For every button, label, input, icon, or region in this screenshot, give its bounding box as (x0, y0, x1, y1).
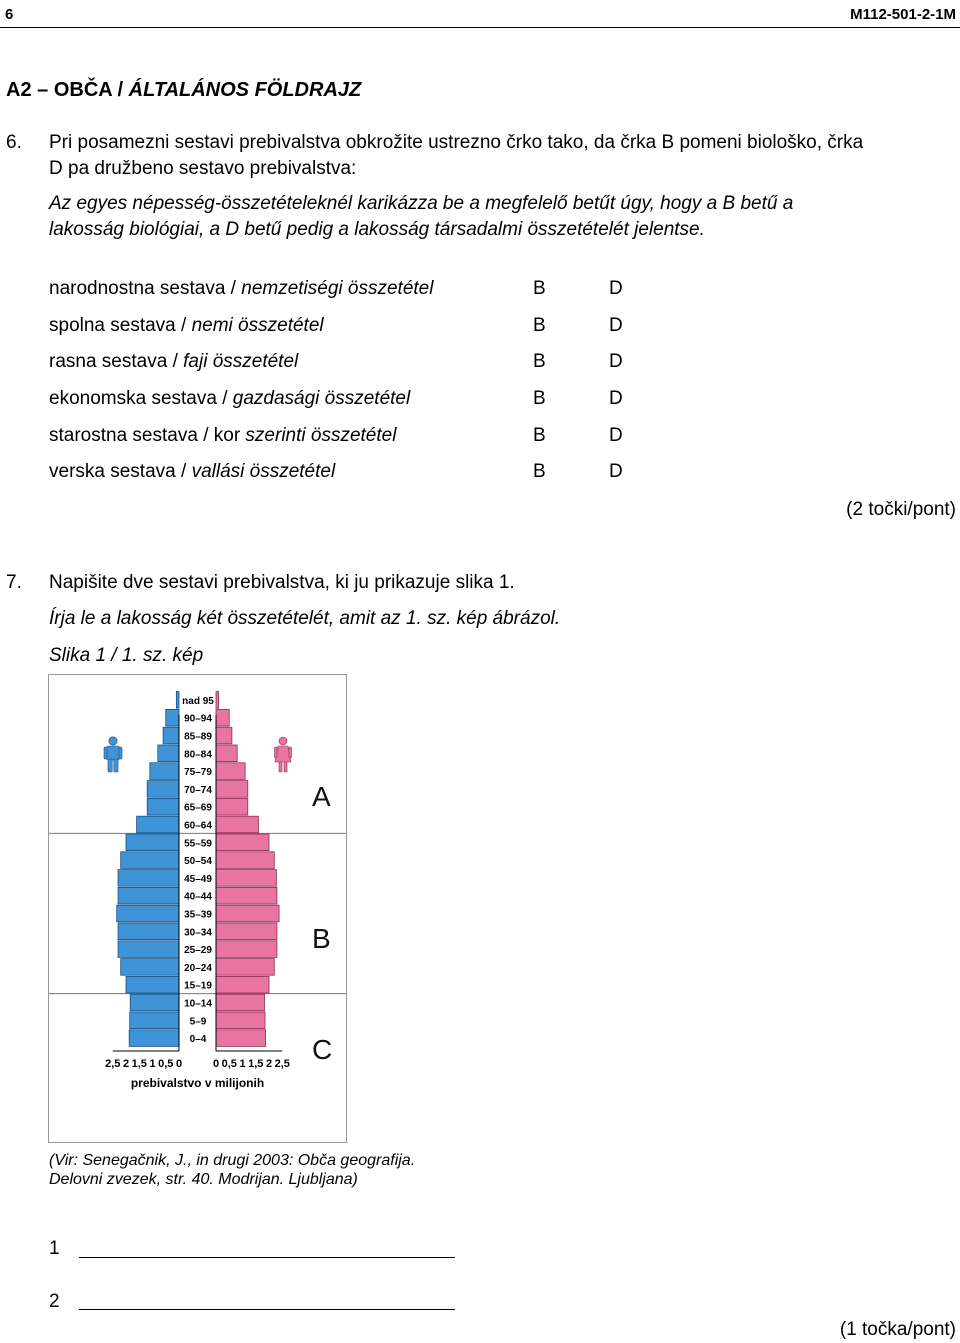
female-bar (216, 959, 274, 976)
q6-text-hu-1: Az egyes népesség-összetételeknél karikázza be a megfelelő betűt úgy, hogy a B betű a (49, 193, 794, 214)
q6-option-row (49, 425, 649, 451)
q6-text-sl-2: D pa družbeno sestavo prebivalstva: (49, 158, 357, 179)
section-title: A2 – OBČA / ÁLTALÁNOS FÖLDRAJZ (6, 79, 362, 101)
male-bar (147, 798, 179, 815)
age-group-label: 85–89 (184, 731, 212, 743)
male-bar (117, 905, 179, 922)
age-group-label: 65–69 (184, 802, 212, 814)
q6-option-row (49, 278, 649, 304)
x-tick-label-right: 1 (239, 1058, 246, 1070)
choice-b[interactable]: B (533, 461, 546, 482)
q7-points: (1 točka/pont) (839, 1319, 956, 1340)
age-group-label: 75–79 (184, 767, 212, 779)
choice-b[interactable]: B (533, 388, 546, 409)
q7-number: 7. (6, 572, 22, 593)
female-bar (216, 781, 248, 798)
x-tick-label-left: 1,5 (131, 1058, 147, 1070)
q6-option-label: ekonomska sestava / gazdasági összetétel (49, 388, 411, 409)
male-bar (130, 994, 179, 1011)
source-line-1: (Vir: Senegačnik, J., in drugi 2003: Obča geografija. (49, 1152, 416, 1169)
male-bar (150, 763, 179, 780)
q6-text-sl-1: Pri posamezni sestavi prebivalstva obkrožite ustrezno črko tako, da črka B pomeni biološko, črka (49, 132, 864, 153)
x-tick-label-right: 0,5 (221, 1058, 237, 1070)
q6-option-row (49, 388, 649, 414)
choice-d[interactable]: D (609, 425, 623, 446)
male-bar (166, 709, 179, 726)
q6-number: 6. (6, 132, 22, 153)
male-bar (118, 941, 179, 958)
x-tick-label-right: 0 (212, 1058, 220, 1070)
x-axis-title: prebivalstvo v milijonih (130, 1076, 265, 1090)
male-bar (137, 816, 179, 833)
page-number: 6 (5, 6, 14, 23)
age-group-label: 55–59 (184, 838, 212, 850)
document-code: M112-501-2-1M (850, 6, 956, 23)
x-tick-label-right: 2,5 (274, 1058, 290, 1070)
male-bar (163, 727, 179, 744)
female-bar (216, 745, 237, 762)
zone-label-b: B (312, 923, 331, 954)
x-tick-label-left: 2 (122, 1058, 130, 1070)
age-group-label: 40–44 (184, 891, 212, 903)
x-tick-label-left: 0 (175, 1058, 183, 1070)
age-group-label: 45–49 (184, 873, 212, 885)
figure-frame (48, 674, 347, 1143)
q6-option-label: starostna sestava / kor szerinti összetétel (49, 425, 397, 446)
female-bar (216, 763, 245, 780)
female-bar (216, 976, 269, 993)
male-bar (126, 834, 179, 851)
x-tick-label-left: 1 (149, 1058, 156, 1070)
q6-option-row (49, 461, 649, 487)
female-bar (216, 870, 276, 887)
female-bar (216, 994, 264, 1011)
female-bar (216, 834, 269, 851)
x-tick-label-left: 0,5 (158, 1058, 174, 1070)
female-bar (216, 798, 248, 815)
choice-d[interactable]: D (609, 388, 623, 409)
age-group-label: 80–84 (184, 749, 212, 761)
age-group-label: 30–34 (184, 927, 212, 939)
age-group-label: nad 95 (182, 695, 214, 707)
male-bar (118, 887, 179, 904)
q6-option-label: narodnostna sestava / nemzetiségi összetétel (49, 278, 434, 299)
choice-b[interactable]: B (533, 278, 546, 299)
age-group-label: 20–24 (184, 962, 212, 974)
age-group-label: 25–29 (184, 945, 212, 957)
male-bar (121, 852, 179, 869)
q6-option-label: rasna sestava / faji összetétel (49, 351, 299, 372)
choice-b[interactable]: B (533, 315, 546, 336)
female-figure-icon (275, 737, 292, 772)
choice-d[interactable]: D (609, 315, 623, 336)
age-group-label: 0–4 (189, 1034, 207, 1046)
female-bar (216, 1012, 265, 1029)
choice-d[interactable]: D (609, 351, 623, 372)
q7-text-sl: Napišite dve sestavi prebivalstva, ki ju prikazuje slika 1. (49, 572, 515, 593)
choice-d[interactable]: D (609, 278, 623, 299)
age-group-label: 70–74 (184, 784, 212, 796)
age-group-label: 5–9 (189, 1016, 207, 1028)
female-bar (216, 709, 229, 726)
choice-b[interactable]: B (533, 351, 546, 372)
female-bar (216, 905, 279, 922)
female-bar (216, 816, 258, 833)
q7-text-hu: Írja le a lakosság két összetételét, amit az 1. sz. kép ábrázol. (49, 608, 561, 629)
female-bar (216, 692, 219, 709)
age-group-label: 35–39 (184, 909, 212, 921)
header-rule (0, 27, 960, 28)
female-bar (216, 727, 232, 744)
x-tick-label-right: 1,5 (248, 1058, 264, 1070)
figure-caption: Slika 1 / 1. sz. kép (49, 645, 204, 666)
male-bar (147, 781, 179, 798)
q6-text-hu-2: lakosság biológiai, a D betű pedig a lakosság társadalmi összetételét jelentse. (49, 219, 705, 240)
population-pyramid-chart (49, 675, 346, 1142)
q6-option-row (49, 315, 649, 341)
age-group-label: 90–94 (184, 713, 212, 725)
female-bar (216, 887, 277, 904)
q6-points: (2 točki/pont) (846, 499, 956, 520)
x-tick-label-right: 2 (265, 1058, 273, 1070)
source-line-2: Delovni zvezek, str. 40. Modrijan. Ljubljana) (49, 1171, 358, 1188)
q6-option-label: verska sestava / vallási összetétel (49, 461, 336, 482)
choice-b[interactable]: B (533, 425, 546, 446)
male-bar (118, 923, 179, 940)
male-bar (121, 959, 179, 976)
male-bar (130, 1012, 179, 1029)
age-group-label: 50–54 (184, 856, 212, 868)
q6-option-row (49, 351, 649, 377)
male-bar (158, 745, 179, 762)
male-bar (126, 976, 179, 993)
male-bar (118, 870, 179, 887)
age-group-label: 60–64 (184, 820, 212, 832)
age-group-label: 15–19 (184, 980, 212, 992)
female-bar (216, 941, 277, 958)
answer-label-2: 2 (49, 1291, 60, 1312)
zone-label-c: C (312, 1034, 333, 1065)
choice-d[interactable]: D (609, 461, 623, 482)
answer-line-2[interactable] (79, 1309, 455, 1310)
answer-label-1: 1 (49, 1238, 60, 1259)
female-bar (216, 1030, 266, 1047)
male-bar (129, 1030, 179, 1047)
answer-line-1[interactable] (79, 1257, 455, 1258)
female-bar (216, 852, 274, 869)
female-bar (216, 923, 277, 940)
age-group-label: 10–14 (184, 998, 212, 1010)
male-bar (176, 692, 179, 709)
zone-label-a: A (312, 781, 331, 812)
x-tick-label-left: 2,5 (105, 1058, 121, 1070)
q6-option-label: spolna sestava / nemi összetétel (49, 315, 324, 336)
male-figure-icon (104, 737, 122, 772)
